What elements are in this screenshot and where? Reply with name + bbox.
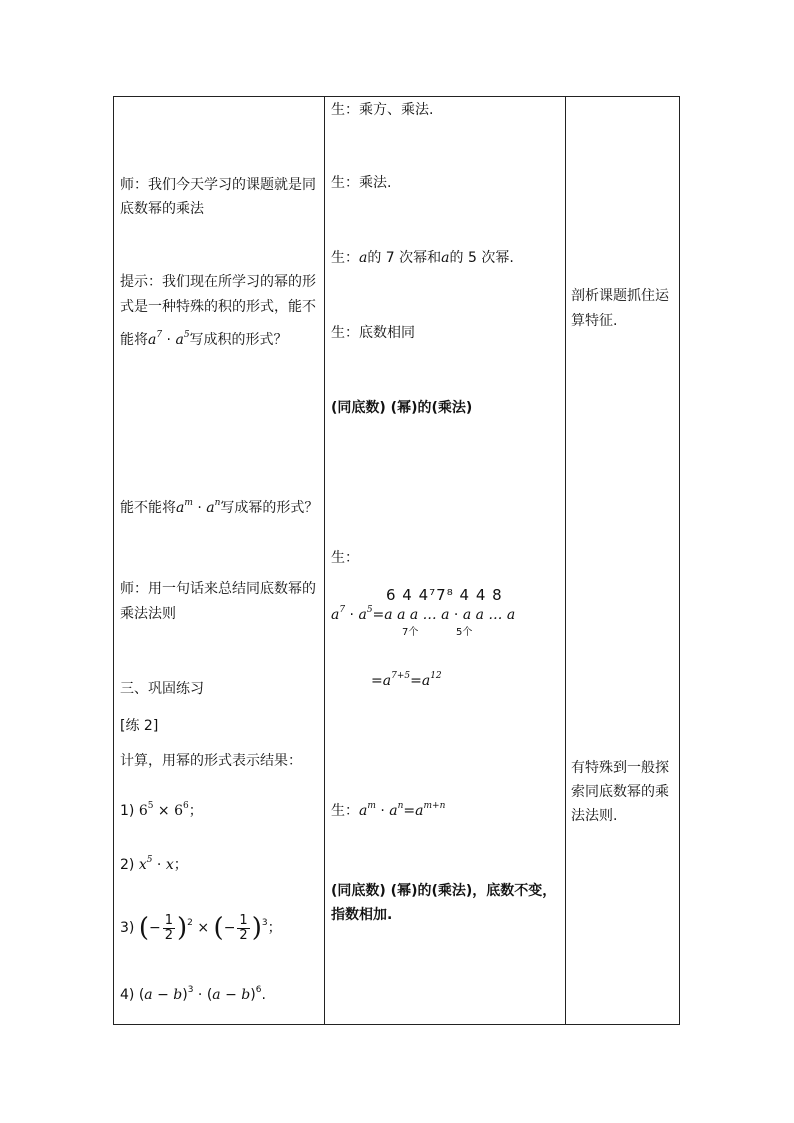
teacher-line: 师：用一句话来总结同底数幂的	[120, 581, 316, 597]
margin-note: 算特征.	[571, 313, 618, 329]
question-line: 能不能将$a^m \cdot a^n$写成幂的形式？	[120, 498, 319, 516]
column-divider-2	[565, 97, 566, 1024]
student-answer: 生：乘方、乘法.	[331, 102, 434, 118]
rule-statement: (同底数) (幂)的(乘法)	[331, 400, 473, 416]
rule-statement: 指数相加.	[331, 907, 393, 923]
count-label: 7个	[402, 627, 419, 638]
margin-note: 有特殊到一般探	[571, 760, 669, 776]
instruction: 计算，用幂的形式表示结果：	[120, 753, 302, 769]
exercise-item: 3) (− $\frac{1}{2}$ )$^2$ × (− $\frac{1}{2}$ )$^3$；	[120, 912, 282, 943]
teacher-line: 师：我们今天学习的课题就是同	[120, 177, 316, 193]
student-answer: 生：底数相同	[331, 325, 415, 341]
margin-note: 法法则.	[571, 808, 618, 824]
exercise-item: 1) $6^5 \times 6^6$；	[120, 801, 203, 819]
student-answer: 生：$a^m \cdot a^n=a^{m+n}$	[331, 801, 446, 819]
section-heading: 三、巩固练习	[120, 681, 204, 697]
column-divider-1	[324, 97, 325, 1024]
margin-note: 剖析课题抓住运	[571, 288, 669, 304]
hint-line-formula: 能将$a^7 \cdot a^5$写成积的形式？	[120, 330, 288, 348]
teacher-line: 乘法法则	[120, 606, 176, 622]
practice-label: [练 2]	[120, 718, 159, 734]
student-answer: 生：乘法.	[331, 175, 392, 191]
hint-line: 提示：我们现在所学习的幂的形	[120, 274, 316, 290]
student-answer: 生：a的 7 次幂和a的 5 次幂.	[331, 250, 514, 266]
count-label: 5个	[456, 627, 473, 638]
rule-statement: (同底数) (幂)的(乘法)，底数不变，	[331, 883, 557, 899]
hint-line: 式是一种特殊的积的形式，能不	[120, 299, 316, 315]
expansion-formula: $a^7 \cdot a^5=a$ a a … a · a a … a	[331, 605, 516, 623]
margin-note: 索同底数幂的乘	[571, 784, 669, 800]
student-answer: 生：	[331, 550, 359, 566]
exercise-item: 2) $x^5 \cdot x$；	[120, 855, 188, 873]
result-formula: $=a^{7+5}=a^{12}$	[371, 671, 442, 689]
teacher-line: 底数幂的乘法	[120, 201, 204, 217]
expansion-brace: 6 4 4⁷7⁸ 4 4 8	[386, 586, 503, 604]
exercise-item: 4) $(a - b)^3 \cdot (a - b)^6$.	[120, 985, 266, 1003]
